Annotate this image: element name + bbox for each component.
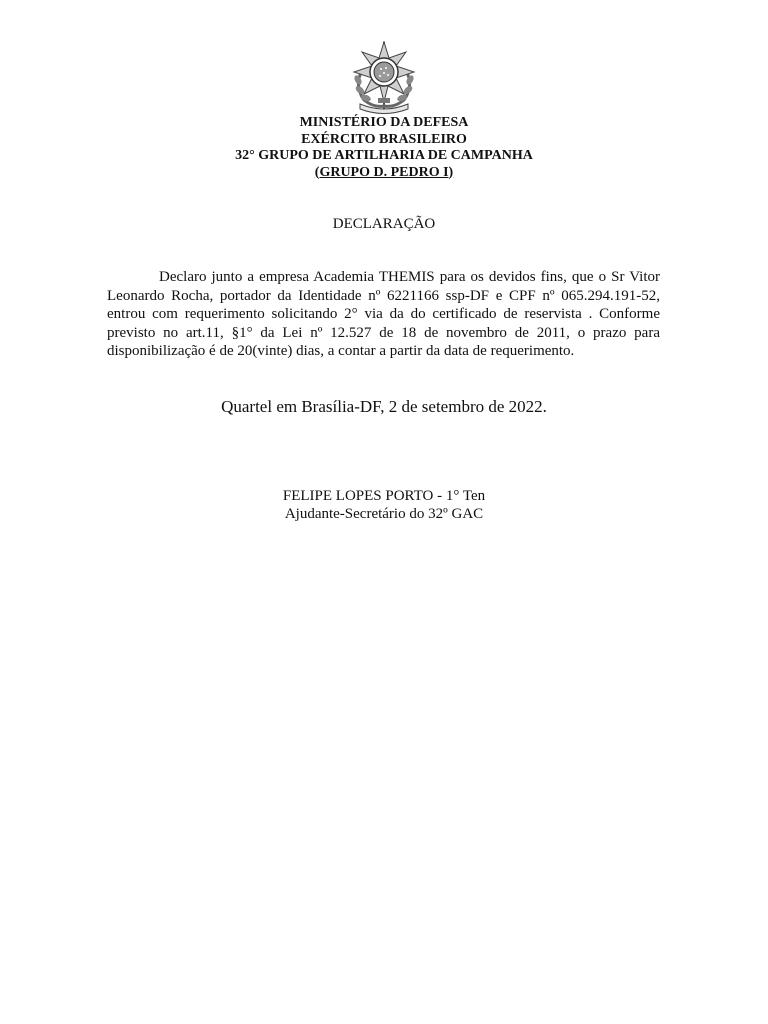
- header-ministry: MINISTÉRIO DA DEFESA: [299, 115, 469, 130]
- document-header: [0, 115, 768, 181]
- place-and-date: Quartel em Brasília-DF, 2 de setembro de 2022.: [221, 397, 547, 416]
- declaration-body: Declaro junto a empresa Academia THEMIS para os devidos fins, que o Sr Vitor Leonardo Rocha, portador da Identidade nº 6221166 ssp-DF e CPF nº 065.294.191-52, entrou com requerimento solicitando 2° via da do certificado de reservista . Conforme previsto no art.11, §1° da Lei nº 12.527 de 18 de novembro de 2011, o prazo para disponibilização é de 20(vinte) dias, a contar a partir da data de requerimento.: [107, 269, 660, 360]
- signature-block: [0, 487, 768, 523]
- header-army: EXÉRCITO BRASILEIRO: [301, 131, 467, 147]
- signatory-name: FELIPE LOPES PORTO - 1° Ten: [282, 488, 486, 504]
- header-unit-nickname: (GRUPO D. PEDRO I): [314, 164, 454, 180]
- signatory-role: Ajudante-Secretário do 32º GAC: [284, 506, 484, 522]
- header-unit: 32° GRUPO DE ARTILHARIA DE CAMPANHA: [235, 148, 533, 163]
- document-title: DECLARAÇÃO: [332, 216, 436, 232]
- brazil-coat-of-arms-icon: [348, 40, 420, 114]
